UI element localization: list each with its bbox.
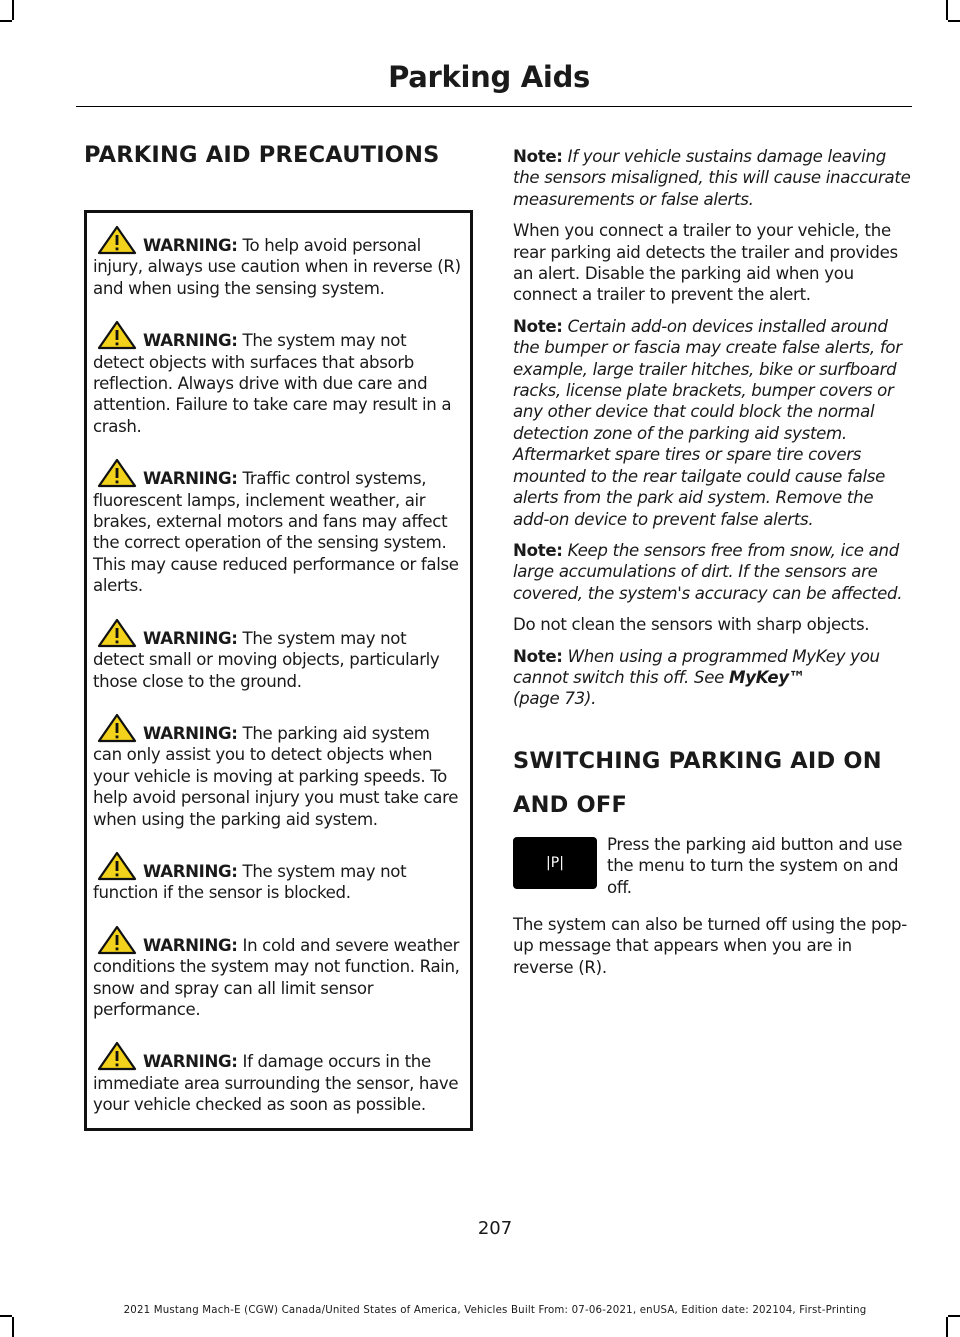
- warning-item: WARNING: The system may not function if the sensor is blocked.: [93, 851, 462, 904]
- warning-triangle-icon: [97, 713, 137, 743]
- note-paragraph: Note: Keep the sensors free from snow, ice and large accumulations of dirt. If the sensors are covered, the system's accuracy can be affected.: [513, 540, 903, 603]
- page-footer: 2021 Mustang Mach-E (CGW) Canada/United States of America, Vehicles Built From: 07-06-2021, enUSA, Edition date: 202104, First-Printing: [123, 1305, 867, 1316]
- warning-item: WARNING: Traffic control systems, fluorescent lamps, inclement weather, air brakes, external motors and fans may affect the correct operation of the sensing system. This may cause reduced performance or false alerts.: [93, 458, 462, 596]
- warning-triangle-icon: [97, 1041, 137, 1071]
- note-paragraph: Note: Certain add-on devices installed around the bumper or fascia may create false alerts, for example, large trailer hitches, bike or surfboard racks, license plate brackets, bumper covers or any other device that could block the normal detection zone of the parking aid system. Aftermarket spare tires or spare tire covers mounted to the rear tailgate could cause false alerts from the park aid system. Remove the add-on device to prevent false alerts.: [513, 316, 902, 529]
- left-column: [84, 140, 474, 1131]
- parking-aid-button-icon: |P|: [513, 837, 597, 889]
- warning-triangle-icon: [97, 458, 137, 488]
- header-divider: [76, 106, 912, 107]
- note-paragraph: Note: When using a programmed MyKey you cannot switch this off. See MyKey™ (page 73).: [513, 646, 880, 709]
- section-title-switching: SWITCHING PARKING AID ON AND OFF: [513, 747, 882, 818]
- note-paragraph: Note: If your vehicle sustains damage leaving the sensors misaligned, this will cause inaccurate measurements or false alerts.: [513, 147, 911, 209]
- warning-item: WARNING: If damage occurs in the immediate area surrounding the sensor, have your vehicle checked as soon as possible.: [93, 1041, 462, 1115]
- parking-aid-button-row: [513, 834, 913, 898]
- crop-mark: [12, 1317, 14, 1337]
- page-number: 207: [477, 1218, 513, 1239]
- body-paragraph: Do not clean the sensors with sharp objects.: [513, 615, 870, 635]
- crop-mark: [946, 1317, 948, 1337]
- warning-triangle-icon: [97, 225, 137, 255]
- warning-item: WARNING: The parking aid system can only assist you to detect objects when your vehicle is moving at parking speeds. To help avoid personal injury you must take care when using the parking aid system.: [93, 713, 462, 830]
- warning-triangle-icon: [97, 320, 137, 350]
- warning-triangle-icon: [97, 618, 137, 648]
- warning-item: WARNING: The system may not detect small or moving objects, particularly those close to the ground.: [93, 618, 462, 692]
- crop-mark: [12, 0, 14, 20]
- warning-item: WARNING: To help avoid personal injury, always use caution when in reverse (R) and when using the sensing system.: [93, 225, 462, 299]
- body-paragraph: The system can also be turned off using the pop-up message that appears when you are in reverse (R).: [513, 914, 907, 977]
- section-title-precautions: PARKING AID PRECAUTIONS: [84, 142, 440, 168]
- warning-item: WARNING: In cold and severe weather conditions the system may not function. Rain, snow and spray can all limit sensor performance.: [93, 925, 462, 1021]
- right-column: [513, 146, 913, 988]
- body-paragraph: When you connect a trailer to your vehicle, the rear parking aid detects the trailer and provides an alert. Disable the parking aid when you connect a trailer to prevent the alert.: [513, 221, 898, 305]
- page-reference[interactable]: (page 73).: [513, 689, 597, 709]
- warning-box: [84, 210, 473, 1131]
- cross-reference-link[interactable]: MyKey™: [729, 667, 806, 687]
- warning-item: WARNING: The system may not detect objects with surfaces that absorb reflection. Always drive with due care and attention. Failure to take care may result in a crash.: [93, 320, 462, 437]
- crop-mark: [946, 0, 948, 20]
- crop-mark: [948, 20, 960, 22]
- warning-triangle-icon: [97, 925, 137, 955]
- page-header-title: Parking Aids: [388, 60, 590, 94]
- crop-mark: [0, 20, 12, 22]
- warning-triangle-icon: [97, 851, 137, 881]
- button-instruction: Press the parking aid button and use the menu to turn the system on and off.: [607, 834, 903, 897]
